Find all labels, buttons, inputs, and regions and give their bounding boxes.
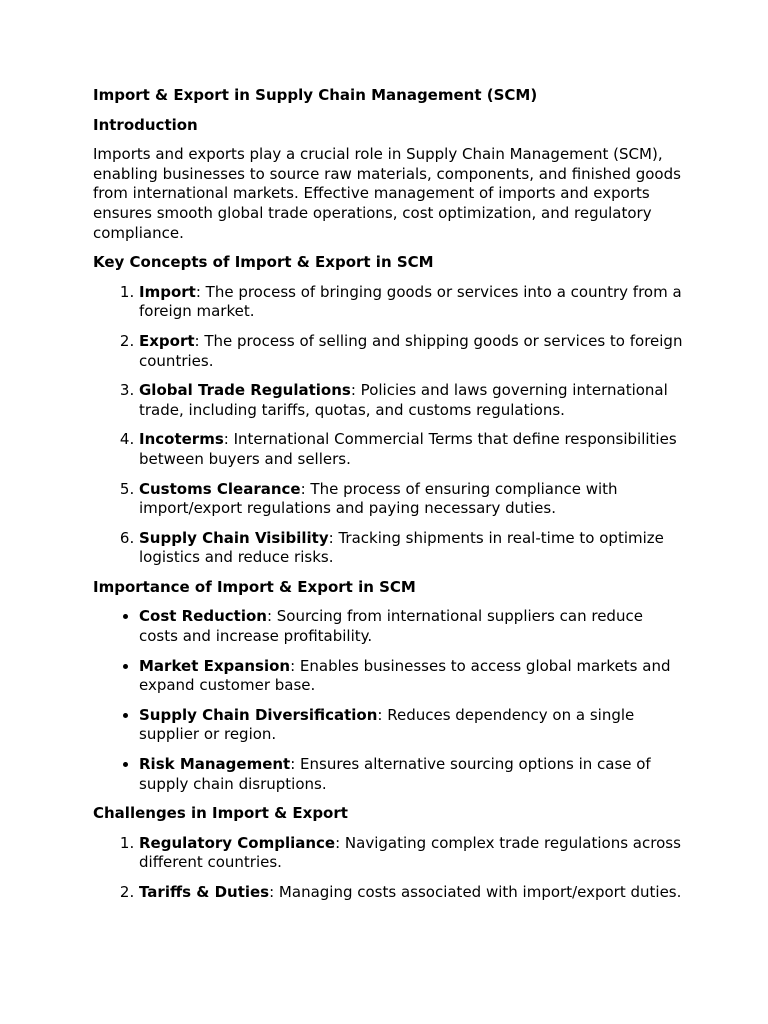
term-description: : Navigating complex trade regulations across different countries. xyxy=(139,833,681,872)
list-item xyxy=(139,706,683,745)
intro-paragraph: Imports and exports play a crucial role in Supply Chain Management (SCM), enabling businesses to source raw materials, components, and finished goods from international markets. Effective management of imports and exports ensures smooth global trade operations, cost optimization, and regulatory compliance. xyxy=(93,145,681,242)
list-item xyxy=(139,480,683,519)
term-label: Risk Management xyxy=(139,755,291,774)
importance-list xyxy=(93,607,683,794)
list-item xyxy=(139,883,683,903)
term-description: : International Commercial Terms that define responsibilities between buyers and sellers. xyxy=(139,430,677,468)
term-description: : Tracking shipments in real-time to optimize logistics and reduce risks. xyxy=(139,528,664,567)
term-description: : The process of selling and shipping goods or services to foreign countries. xyxy=(139,331,683,370)
term-description: : The process of ensuring compliance with import/export regulations and paying necessary duties. xyxy=(139,479,618,518)
term-description: : Ensures alternative sourcing options in case of supply chain disruptions. xyxy=(139,755,651,793)
importance-heading: Importance of Import & Export in SCM xyxy=(93,577,416,596)
term-label: Cost Reduction xyxy=(139,607,267,626)
term-label: Supply Chain Visibility xyxy=(139,528,329,547)
list-item xyxy=(139,381,683,420)
term-description: : Managing costs associated with import/export duties. xyxy=(269,883,682,901)
list-item xyxy=(139,607,683,646)
term-label: Customs Clearance xyxy=(139,479,301,498)
list-item xyxy=(139,430,683,469)
term-label: Regulatory Compliance xyxy=(139,833,336,852)
term-label: Export xyxy=(139,331,195,350)
intro-heading: Introduction xyxy=(93,115,198,134)
term-description: : Enables businesses to access global markets and expand customer base. xyxy=(139,656,671,695)
term-label: Import xyxy=(139,282,196,301)
term-description: : Policies and laws governing international trade, including tariffs, quotas, and customs regulations. xyxy=(139,381,668,419)
list-item xyxy=(139,283,683,322)
list-item xyxy=(139,834,683,873)
list-item xyxy=(139,755,683,794)
term-description: : Reduces dependency on a single supplier or region. xyxy=(139,705,635,744)
document-title: Import & Export in Supply Chain Management (SCM) xyxy=(93,86,538,104)
challenges-list xyxy=(93,834,683,903)
term-label: Tariffs & Duties xyxy=(139,883,270,901)
list-item xyxy=(139,332,683,371)
term-label: Global Trade Regulations xyxy=(139,381,351,400)
challenges-heading: Challenges in Import & Export xyxy=(93,804,348,823)
key-concepts-heading: Key Concepts of Import & Export in SCM xyxy=(93,253,434,272)
term-description: : Sourcing from international suppliers can reduce costs and increase profitability. xyxy=(139,607,643,646)
term-description: : The process of bringing goods or services into a country from a foreign market. xyxy=(139,282,682,321)
document-page xyxy=(93,86,683,913)
term-label: Supply Chain Diversification xyxy=(139,705,378,724)
list-item xyxy=(139,529,683,568)
term-label: Market Expansion xyxy=(139,656,291,675)
key-concepts-list xyxy=(93,283,683,568)
term-label: Incoterms xyxy=(139,430,224,449)
list-item xyxy=(139,657,683,696)
